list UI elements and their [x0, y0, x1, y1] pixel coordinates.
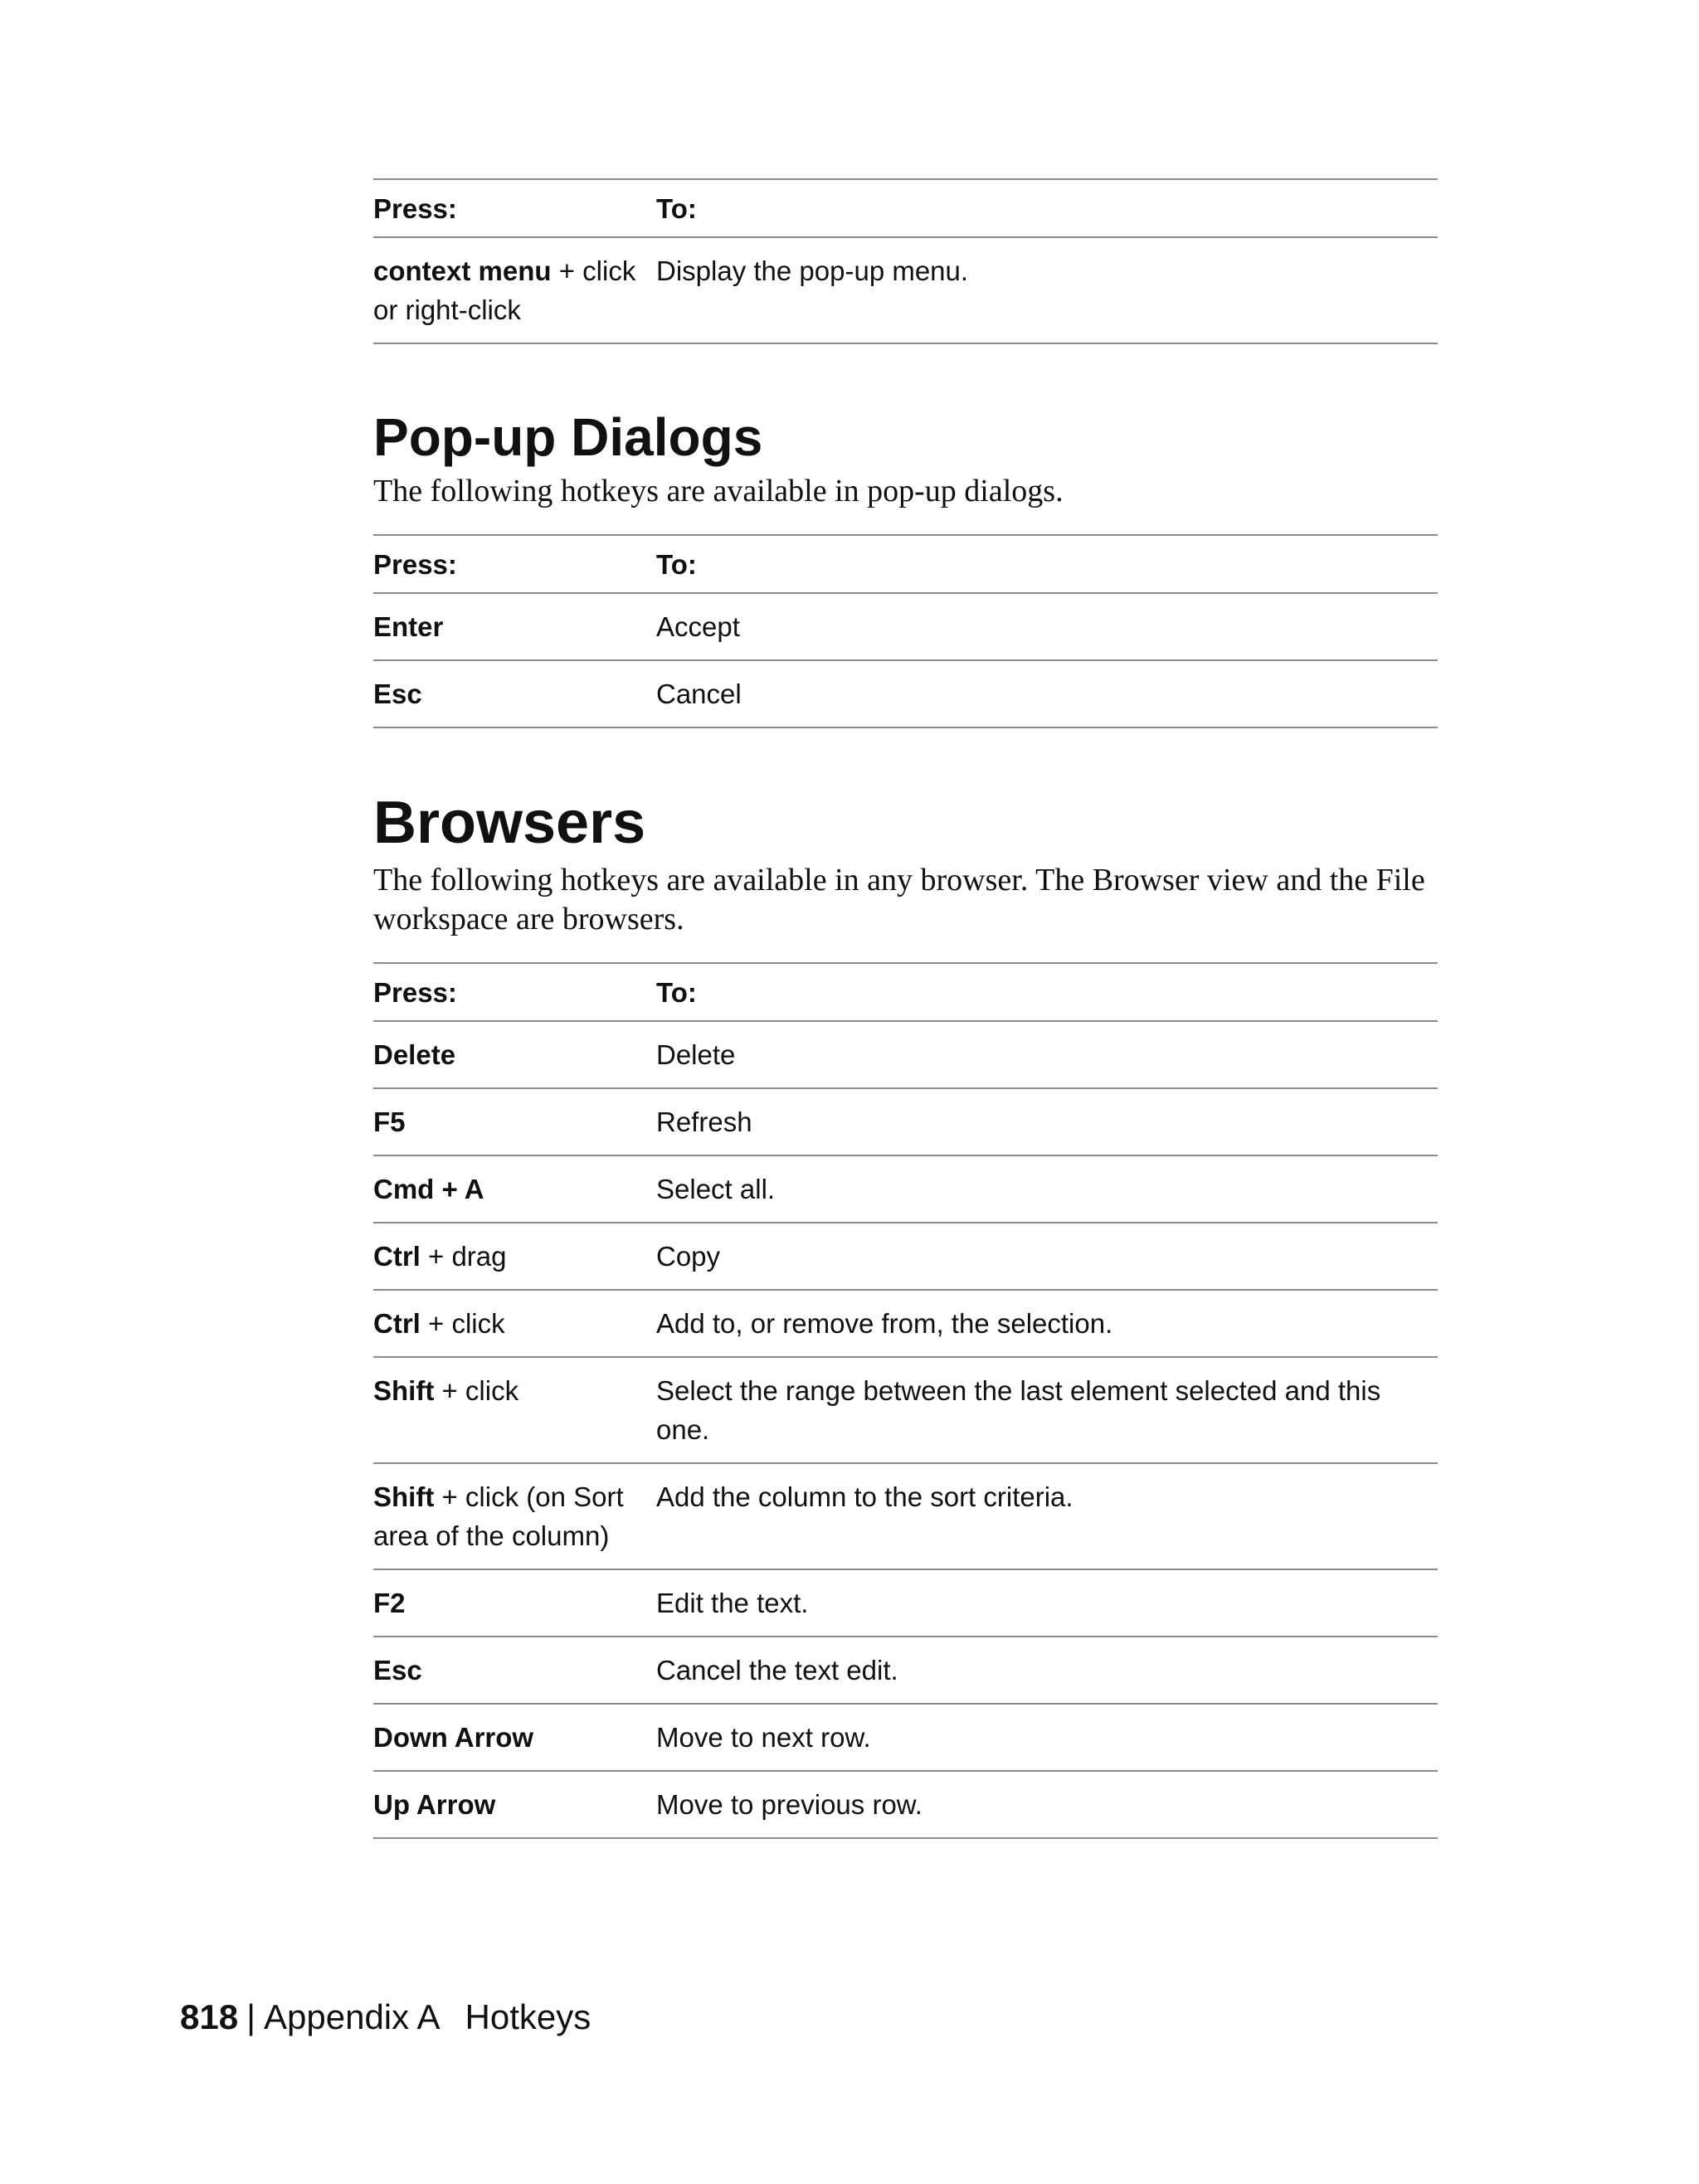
table-row [373, 237, 1438, 343]
hotkey-cell [373, 1021, 656, 1088]
hotkey-cell [373, 1290, 656, 1357]
table-row [373, 1704, 1438, 1771]
hotkey-cell [373, 1771, 656, 1838]
table-row [373, 1637, 1438, 1704]
hotkey-key: Enter [373, 611, 444, 642]
hotkey-cell [373, 1704, 656, 1771]
table-header-row [373, 179, 1438, 237]
action-cell: Copy [656, 1223, 1438, 1290]
hotkey-modifier: + click or right-click [373, 255, 636, 325]
to-column-header: To: [656, 179, 1438, 237]
hotkey-cell [373, 1155, 656, 1223]
action-cell: Edit the text. [656, 1569, 1438, 1637]
press-column-header: Press: [373, 535, 656, 593]
hotkey-key: Esc [373, 679, 422, 709]
hotkey-cell [373, 660, 656, 727]
table-row [373, 1463, 1438, 1569]
table-row [373, 1771, 1438, 1838]
section-title-browsers: Browsers [373, 790, 646, 856]
hotkey-modifier: + click [420, 1308, 505, 1339]
footer-section: Hotkeys [465, 1997, 591, 2036]
hotkey-key: Cmd + A [373, 1174, 484, 1204]
table-header-row [373, 535, 1438, 593]
hotkey-cell [373, 1463, 656, 1569]
action-cell: Delete [656, 1021, 1438, 1088]
to-column-header: To: [656, 535, 1438, 593]
section-intro-browsers: The following hotkeys are available in any browser. The Browser view and the File workspace are browsers. [373, 863, 1425, 936]
action-cell: Display the pop-up menu. [656, 237, 1438, 343]
hotkey-key: Shift [373, 1375, 435, 1406]
section-intro-popup-dialogs: The following hotkeys are available in pop-up dialogs. [373, 474, 1064, 508]
hotkey-modifier: + drag [420, 1241, 507, 1272]
hotkey-cell [373, 237, 656, 343]
action-cell: Cancel the text edit. [656, 1637, 1438, 1704]
table-row [373, 660, 1438, 727]
hotkey-modifier: + click [434, 1375, 519, 1406]
table-row [373, 593, 1438, 660]
table-header-row [373, 963, 1438, 1021]
hotkey-key: Down Arrow [373, 1722, 534, 1753]
hotkey-cell [373, 593, 656, 660]
context-menu-hotkey-table [373, 178, 1438, 344]
action-cell: Select the range between the last element selected and this one. [656, 1357, 1438, 1463]
hotkey-key: Ctrl [373, 1241, 421, 1272]
hotkey-cell [373, 1637, 656, 1704]
action-cell: Add the column to the sort criteria. [656, 1463, 1438, 1569]
hotkey-key: context menu [373, 255, 552, 286]
footer-chapter: Appendix A [264, 1997, 441, 2036]
press-column-header: Press: [373, 179, 656, 237]
action-cell: Refresh [656, 1088, 1438, 1155]
hotkey-cell [373, 1223, 656, 1290]
hotkey-cell [373, 1357, 656, 1463]
section-title-popup-dialogs: Pop-up Dialogs [373, 407, 763, 467]
footer-separator: | [246, 1997, 256, 2036]
hotkey-key: F5 [373, 1107, 406, 1137]
action-cell: Move to next row. [656, 1704, 1438, 1771]
action-cell: Move to previous row. [656, 1771, 1438, 1838]
action-cell: Add to, or remove from, the selection. [656, 1290, 1438, 1357]
popup-dialogs-hotkey-table [373, 534, 1438, 728]
action-cell: Accept [656, 593, 1438, 660]
press-column-header: Press: [373, 963, 656, 1021]
page-footer [180, 1997, 591, 2037]
hotkey-key: Ctrl [373, 1308, 421, 1339]
page-number: 818 [180, 1997, 239, 2036]
hotkey-cell [373, 1088, 656, 1155]
action-cell: Cancel [656, 660, 1438, 727]
hotkey-modifier: + click (on Sort area of the column) [373, 1481, 624, 1551]
to-column-header: To: [656, 963, 1438, 1021]
hotkey-key: Shift [373, 1481, 435, 1512]
table-row [373, 1155, 1438, 1223]
action-cell: Select all. [656, 1155, 1438, 1223]
table-row [373, 1290, 1438, 1357]
page-content [373, 178, 1443, 1839]
hotkey-key: F2 [373, 1588, 406, 1618]
table-row [373, 1088, 1438, 1155]
table-row [373, 1021, 1438, 1088]
table-row [373, 1223, 1438, 1290]
hotkey-cell [373, 1569, 656, 1637]
table-row [373, 1569, 1438, 1637]
hotkey-key: Up Arrow [373, 1789, 496, 1820]
table-row [373, 1357, 1438, 1463]
browsers-hotkey-table [373, 962, 1438, 1839]
hotkey-key: Esc [373, 1655, 422, 1685]
hotkey-key: Delete [373, 1039, 456, 1070]
